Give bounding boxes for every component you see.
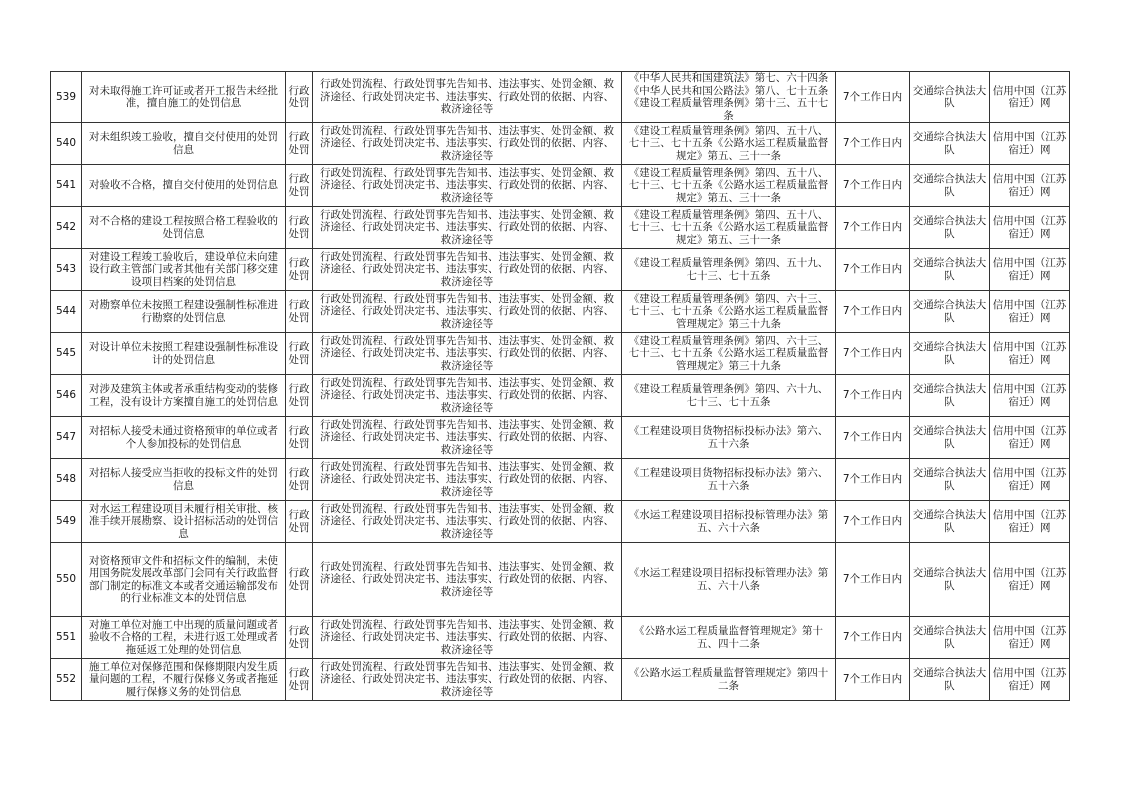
publish-site-cell: 信用中国（江苏宿迁）网 [990,72,1070,123]
department-cell: 交通综合执法大队 [910,617,990,659]
category-cell: 行政处罚 [286,123,313,165]
time-limit-cell: 7个工作日内 [836,291,910,333]
time-limit-cell: 7个工作日内 [836,501,910,543]
item-name-cell: 对设计单位未按照工程建设强制性标准设计的处罚信息 [82,333,286,375]
table-row [51,249,1070,291]
category-cell: 行政处罚 [286,459,313,501]
row-number-cell: 542 [51,207,82,249]
publish-site-cell: 信用中国（江苏宿迁）网 [990,123,1070,165]
department-cell: 交通综合执法大队 [910,659,990,701]
department-cell: 交通综合执法大队 [910,165,990,207]
publish-site-cell: 信用中国（江苏宿迁）网 [990,459,1070,501]
disclosure-content-cell: 行政处罚流程、行政处罚事先告知书、违法事实、处罚金额、救济途径、行政处罚决定书、违法事实、行政处罚的依据、内容、救济途径等 [313,123,622,165]
table-row [51,543,1070,617]
department-cell: 交通综合执法大队 [910,501,990,543]
category-cell: 行政处罚 [286,501,313,543]
table-row [51,501,1070,543]
publish-site-cell: 信用中国（江苏宿迁）网 [990,501,1070,543]
item-name-cell: 对招标人接受应当拒收的投标文件的处罚信息 [82,459,286,501]
row-number-cell: 540 [51,123,82,165]
item-name-cell: 对验收不合格，擅自交付使用的处罚信息 [82,165,286,207]
records-body [51,72,1070,701]
publish-site-cell: 信用中国（江苏宿迁）网 [990,417,1070,459]
time-limit-cell: 7个工作日内 [836,123,910,165]
table-row [51,291,1070,333]
legal-basis-cell: 《建设工程质量管理条例》第四、五十八、七十三、七十五条《公路水运工程质量监督规定》第五、三十一条 [622,207,836,249]
disclosure-content-cell: 行政处罚流程、行政处罚事先告知书、违法事实、处罚金额、救济途径、行政处罚决定书、违法事实、行政处罚的依据、内容、救济途径等 [313,659,622,701]
row-number-cell: 544 [51,291,82,333]
disclosure-content-cell: 行政处罚流程、行政处罚事先告知书、违法事实、处罚金额、救济途径、行政处罚决定书、违法事实、行政处罚的依据、内容、救济途径等 [313,333,622,375]
legal-basis-cell: 《水运工程建设项目招标投标管理办法》第五、六十八条 [622,543,836,617]
disclosure-content-cell: 行政处罚流程、行政处罚事先告知书、违法事实、处罚金额、救济途径、行政处罚决定书、违法事实、行政处罚的依据、内容、救济途径等 [313,375,622,417]
publish-site-cell: 信用中国（江苏宿迁）网 [990,333,1070,375]
table-row [51,123,1070,165]
item-name-cell: 对未组织竣工验收，擅自交付使用的处罚信息 [82,123,286,165]
disclosure-content-cell: 行政处罚流程、行政处罚事先告知书、违法事实、处罚金额、救济途径、行政处罚决定书、违法事实、行政处罚的依据、内容、救济途径等 [313,291,622,333]
row-number-cell: 550 [51,543,82,617]
table-row [51,459,1070,501]
legal-basis-cell: 《公路水运工程质量监督管理规定》第四十二条 [622,659,836,701]
legal-basis-cell: 《建设工程质量管理条例》第四、五十八、七十三、七十五条《公路水运工程质量监督规定》第五、三十一条 [622,123,836,165]
publish-site-cell: 信用中国（江苏宿迁）网 [990,249,1070,291]
item-name-cell: 施工单位对保修范围和保修期限内发生质量问题的工程，不履行保修义务或者拖延履行保修义务的处罚信息 [82,659,286,701]
department-cell: 交通综合执法大队 [910,72,990,123]
department-cell: 交通综合执法大队 [910,123,990,165]
disclosure-content-cell: 行政处罚流程、行政处罚事先告知书、违法事实、处罚金额、救济途径、行政处罚决定书、违法事实、行政处罚的依据、内容、救济途径等 [313,72,622,123]
disclosure-content-cell: 行政处罚流程、行政处罚事先告知书、违法事实、处罚金额、救济途径、行政处罚决定书、违法事实、行政处罚的依据、内容、救济途径等 [313,543,622,617]
time-limit-cell: 7个工作日内 [836,333,910,375]
department-cell: 交通综合执法大队 [910,417,990,459]
table-row [51,375,1070,417]
row-number-cell: 547 [51,417,82,459]
category-cell: 行政处罚 [286,659,313,701]
disclosure-content-cell: 行政处罚流程、行政处罚事先告知书、违法事实、处罚金额、救济途径、行政处罚决定书、违法事实、行政处罚的依据、内容、救济途径等 [313,617,622,659]
publish-site-cell: 信用中国（江苏宿迁）网 [990,617,1070,659]
department-cell: 交通综合执法大队 [910,291,990,333]
department-cell: 交通综合执法大队 [910,249,990,291]
item-name-cell: 对水运工程建设项目未履行相关审批、核准手续开展勘察、设计招标活动的处罚信息 [82,501,286,543]
department-cell: 交通综合执法大队 [910,459,990,501]
time-limit-cell: 7个工作日内 [836,617,910,659]
category-cell: 行政处罚 [286,291,313,333]
disclosure-content-cell: 行政处罚流程、行政处罚事先告知书、违法事实、处罚金额、救济途径、行政处罚决定书、违法事实、行政处罚的依据、内容、救济途径等 [313,417,622,459]
legal-basis-cell: 《中华人民共和国建筑法》第七、六十四条《中华人民共和国公路法》第八、七十五条《建设工程质量管理条例》第十三、五十七条 [622,72,836,123]
table-row [51,617,1070,659]
row-number-cell: 543 [51,249,82,291]
legal-basis-cell: 《工程建设项目货物招标投标办法》第六、五十六条 [622,417,836,459]
item-name-cell: 对未取得施工许可证或者开工报告未经批准，擅自施工的处罚信息 [82,72,286,123]
publish-site-cell: 信用中国（江苏宿迁）网 [990,659,1070,701]
legal-basis-cell: 《建设工程质量管理条例》第四、五十九、七十三、七十五条 [622,249,836,291]
disclosure-content-cell: 行政处罚流程、行政处罚事先告知书、违法事实、处罚金额、救济途径、行政处罚决定书、违法事实、行政处罚的依据、内容、救济途径等 [313,165,622,207]
table-row [51,333,1070,375]
department-cell: 交通综合执法大队 [910,543,990,617]
disclosure-content-cell: 行政处罚流程、行政处罚事先告知书、违法事实、处罚金额、救济途径、行政处罚决定书、违法事实、行政处罚的依据、内容、救济途径等 [313,501,622,543]
row-number-cell: 546 [51,375,82,417]
table-row [51,165,1070,207]
time-limit-cell: 7个工作日内 [836,459,910,501]
legal-basis-cell: 《建设工程质量管理条例》第四、五十八、七十三、七十五条《公路水运工程质量监督规定》第五、三十一条 [622,165,836,207]
time-limit-cell: 7个工作日内 [836,72,910,123]
category-cell: 行政处罚 [286,375,313,417]
item-name-cell: 对招标人接受未通过资格预审的单位或者个人参加投标的处罚信息 [82,417,286,459]
time-limit-cell: 7个工作日内 [836,375,910,417]
category-cell: 行政处罚 [286,543,313,617]
time-limit-cell: 7个工作日内 [836,207,910,249]
legal-basis-cell: 《建设工程质量管理条例》第四、六十三、七十三、七十五条《公路水运工程质量监督管理规定》第三十九条 [622,291,836,333]
category-cell: 行政处罚 [286,249,313,291]
department-cell: 交通综合执法大队 [910,333,990,375]
row-number-cell: 549 [51,501,82,543]
publish-site-cell: 信用中国（江苏宿迁）网 [990,375,1070,417]
table-row [51,207,1070,249]
row-number-cell: 552 [51,659,82,701]
table-row [51,72,1070,123]
time-limit-cell: 7个工作日内 [836,249,910,291]
time-limit-cell: 7个工作日内 [836,543,910,617]
category-cell: 行政处罚 [286,417,313,459]
time-limit-cell: 7个工作日内 [836,417,910,459]
disclosure-content-cell: 行政处罚流程、行政处罚事先告知书、违法事实、处罚金额、救济途径、行政处罚决定书、违法事实、行政处罚的依据、内容、救济途径等 [313,249,622,291]
table-row [51,417,1070,459]
item-name-cell: 对不合格的建设工程按照合格工程验收的处罚信息 [82,207,286,249]
time-limit-cell: 7个工作日内 [836,659,910,701]
item-name-cell: 对资格预审文件和招标文件的编制，未使用国务院发展改革部门会同有关行政监督部门制定的标准文本或者交通运输部发布的行业标准文本的处罚信息 [82,543,286,617]
legal-basis-cell: 《水运工程建设项目招标投标管理办法》第五、六十六条 [622,501,836,543]
item-name-cell: 对涉及建筑主体或者承重结构变动的装修工程，没有设计方案擅自施工的处罚信息 [82,375,286,417]
category-cell: 行政处罚 [286,617,313,659]
row-number-cell: 539 [51,72,82,123]
category-cell: 行政处罚 [286,72,313,123]
item-name-cell: 对施工单位对施工中出现的质量问题或者验收不合格的工程，未进行返工处理或者拖延返工处理的处罚信息 [82,617,286,659]
time-limit-cell: 7个工作日内 [836,165,910,207]
publish-site-cell: 信用中国（江苏宿迁）网 [990,207,1070,249]
row-number-cell: 548 [51,459,82,501]
legal-basis-cell: 《公路水运工程质量监督管理规定》第十五、四十二条 [622,617,836,659]
item-name-cell: 对建设工程竣工验收后，建设单位未向建设行政主管部门或者其他有关部门移交建设项目档案的处罚信息 [82,249,286,291]
publish-site-cell: 信用中国（江苏宿迁）网 [990,543,1070,617]
disclosure-content-cell: 行政处罚流程、行政处罚事先告知书、违法事实、处罚金额、救济途径、行政处罚决定书、违法事实、行政处罚的依据、内容、救济途径等 [313,459,622,501]
disclosure-content-cell: 行政处罚流程、行政处罚事先告知书、违法事实、处罚金额、救济途径、行政处罚决定书、违法事实、行政处罚的依据、内容、救济途径等 [313,207,622,249]
publish-site-cell: 信用中国（江苏宿迁）网 [990,291,1070,333]
category-cell: 行政处罚 [286,165,313,207]
category-cell: 行政处罚 [286,333,313,375]
department-cell: 交通综合执法大队 [910,375,990,417]
table-row [51,659,1070,701]
category-cell: 行政处罚 [286,207,313,249]
legal-basis-cell: 《工程建设项目货物招标投标办法》第六、五十六条 [622,459,836,501]
publish-site-cell: 信用中国（江苏宿迁）网 [990,165,1070,207]
row-number-cell: 545 [51,333,82,375]
row-number-cell: 541 [51,165,82,207]
department-cell: 交通综合执法大队 [910,207,990,249]
legal-basis-cell: 《建设工程质量管理条例》第四、六十九、七十三、七十五条 [622,375,836,417]
legal-basis-cell: 《建设工程质量管理条例》第四、六十三、七十三、七十五条《公路水运工程质量监督管理规定》第三十九条 [622,333,836,375]
item-name-cell: 对勘察单位未按照工程建设强制性标准进行勘察的处罚信息 [82,291,286,333]
records-table [50,71,1070,701]
row-number-cell: 551 [51,617,82,659]
